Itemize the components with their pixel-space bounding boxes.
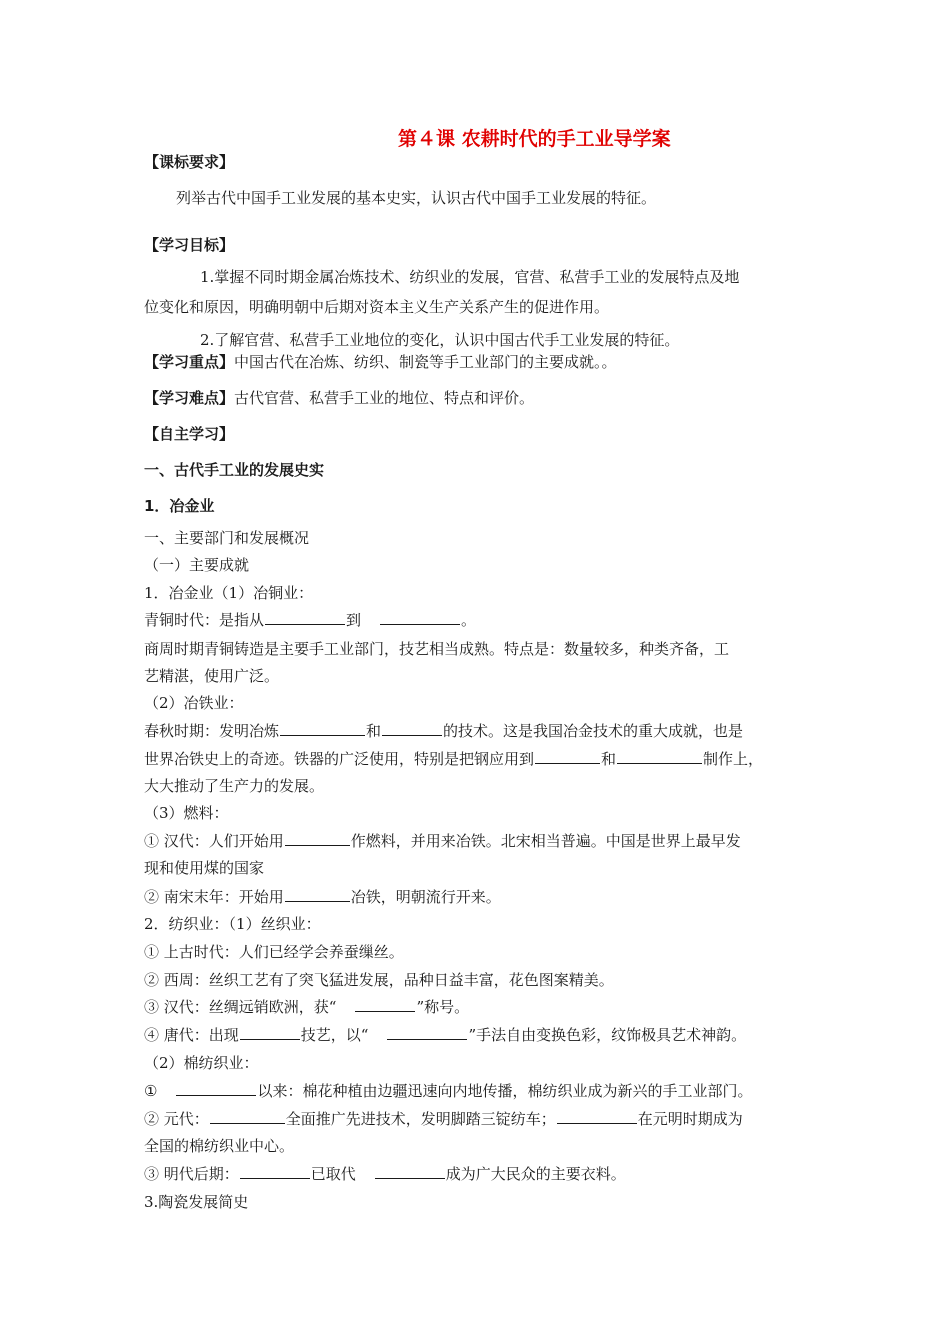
zhongdian-line (144, 352, 617, 372)
text-span: ④ 唐代：出现 (144, 1026, 239, 1044)
text-span: 制作上， (703, 750, 764, 768)
body-line: 2．纺织业：（1）丝织业： (144, 915, 321, 933)
mubiao-1a: 1.掌握不同时期金属冶炼技术、纺织业的发展，官营、私营手工业的发展特点及地 (200, 268, 740, 286)
text-span: 技艺，以“ (300, 1026, 369, 1044)
kebiao-text: 列举古代中国手工业发展的基本史实，认识古代中国手工业发展的特征。 (176, 189, 657, 207)
body-line (144, 997, 469, 1017)
text-span: ③ 明代后期： (144, 1165, 239, 1183)
fill-blank[interactable] (240, 1025, 300, 1040)
fill-blank[interactable] (176, 1081, 256, 1096)
body-line: （一）主要成就 (144, 556, 250, 574)
body-line: （2）棉纺织业： (144, 1054, 259, 1072)
body-line (144, 831, 741, 851)
text-span: ”称号。 (416, 998, 470, 1016)
body-line (144, 721, 743, 741)
text-span: 作燃料，并用来冶铁。北宋相当普遍。中国是世界上最早发 (350, 832, 741, 850)
text-span: 冶铁，明朝流行开来。 (350, 888, 501, 906)
body-line: 艺精湛，使用广泛。 (144, 667, 280, 685)
heading-zhongdian: 【学习重点】 (144, 353, 235, 371)
body-line (144, 887, 501, 907)
text-span: ① 汉代：人们开始用 (144, 832, 284, 850)
body-line: （3）燃料： (144, 804, 229, 822)
nandian-line (144, 388, 534, 408)
fill-blank[interactable] (210, 1109, 285, 1124)
body-line: 一、主要部门和发展概况 (144, 529, 310, 547)
fill-blank[interactable] (285, 887, 350, 902)
body-line: 全国的棉纺织业中心。 (144, 1137, 295, 1155)
zhongdian-text: 中国古代在冶炼、纺织、制瓷等手工业部门的主要成就。。 (234, 353, 617, 371)
text-span: 和 (366, 722, 382, 740)
body-line: ① 上古时代：人们已经学会养蚕缫丝。 (144, 943, 404, 961)
text-span: 在元明时期成为 (637, 1110, 743, 1128)
body-line: 现和使用煤的国家 (144, 859, 265, 877)
text-span: 以来：棉花种植由边疆迅速向内地传播，棉纺织业成为新兴的手工业部门。 (257, 1082, 753, 1100)
fill-blank[interactable] (380, 610, 460, 625)
text-span: 已取代 (310, 1165, 356, 1183)
body-line (144, 749, 763, 769)
body-line: 1．冶金业（1）冶铜业： (144, 584, 314, 602)
fill-blank[interactable] (355, 997, 415, 1012)
text-span: 青铜时代：是指从 (144, 611, 265, 629)
body-line (144, 610, 476, 630)
body-line (144, 1081, 752, 1101)
body-line: （2）冶铁业： (144, 694, 244, 712)
text-span: ② 元代： (144, 1110, 209, 1128)
body-line (144, 1025, 746, 1045)
text-span: 。 (461, 611, 477, 629)
fill-blank[interactable] (557, 1109, 637, 1124)
text-span: ③ 汉代：丝绸远销欧洲，获“ (144, 998, 337, 1016)
fill-blank[interactable] (382, 721, 442, 736)
body-line: ② 西周：丝织工艺有了突飞猛进发展，品种日益丰富，花色图案精美。 (144, 971, 614, 989)
text-span: 全面推广先进技术，发明脚踏三锭纺车； (285, 1110, 556, 1128)
fill-blank[interactable] (265, 610, 345, 625)
body-line: 3.陶瓷发展简史 (144, 1193, 249, 1211)
nandian-text: 古代官营、私营手工业的地位、特点和评价。 (234, 389, 535, 407)
body-line: 大大推动了生产力的发展。 (144, 777, 325, 795)
text-span: ② 南宋末年：开始用 (144, 888, 284, 906)
body-line: 商周时期青铜铸造是主要手工业部门，技艺相当成熟。特点是：数量较多，种类齐备，工 (144, 640, 730, 658)
text-span: 成为广大民众的主要衣料。 (445, 1165, 626, 1183)
text-span: 和 (601, 750, 617, 768)
text-span: ① (144, 1082, 158, 1100)
fill-blank[interactable] (285, 831, 350, 846)
mubiao-2: 2.了解官营、私营手工业地位的变化，认识中国古代手工业发展的特征。 (200, 331, 680, 349)
fill-blank[interactable] (280, 721, 365, 736)
heading-nandian: 【学习难点】 (144, 389, 235, 407)
fill-blank[interactable] (617, 749, 702, 764)
text-span: 春秋时期：发明冶炼 (144, 722, 280, 740)
page-title: 第４课 农耕时代的手工业导学案 (398, 128, 671, 150)
body-line (144, 1164, 626, 1184)
fill-blank[interactable] (387, 1025, 467, 1040)
text-span: 到 (346, 611, 362, 629)
mubiao-1b: 位变化和原因，明确明朝中后期对资本主义生产关系产生的促进作用。 (144, 298, 610, 316)
heading-part1: 一、古代手工业的发展史实 (144, 461, 325, 479)
text-span: ”手法自由变换色彩，纹饰极具艺术神韵。 (468, 1026, 747, 1044)
heading-mubiao: 【学习目标】 (144, 236, 235, 254)
fill-blank[interactable] (375, 1164, 445, 1179)
body-line (144, 1109, 743, 1129)
text-span: 世界冶铁史上的奇迹。铁器的广泛使用，特别是把钢应用到 (144, 750, 535, 768)
fill-blank[interactable] (535, 749, 600, 764)
heading-zizhu: 【自主学习】 (144, 425, 235, 443)
text-span: 的技术。这是我国冶金技术的重大成就，也是 (443, 722, 744, 740)
fill-blank[interactable] (240, 1164, 310, 1179)
heading-kebiao: 【课标要求】 (144, 153, 235, 171)
heading-sub1: 1．冶金业 (144, 497, 215, 515)
